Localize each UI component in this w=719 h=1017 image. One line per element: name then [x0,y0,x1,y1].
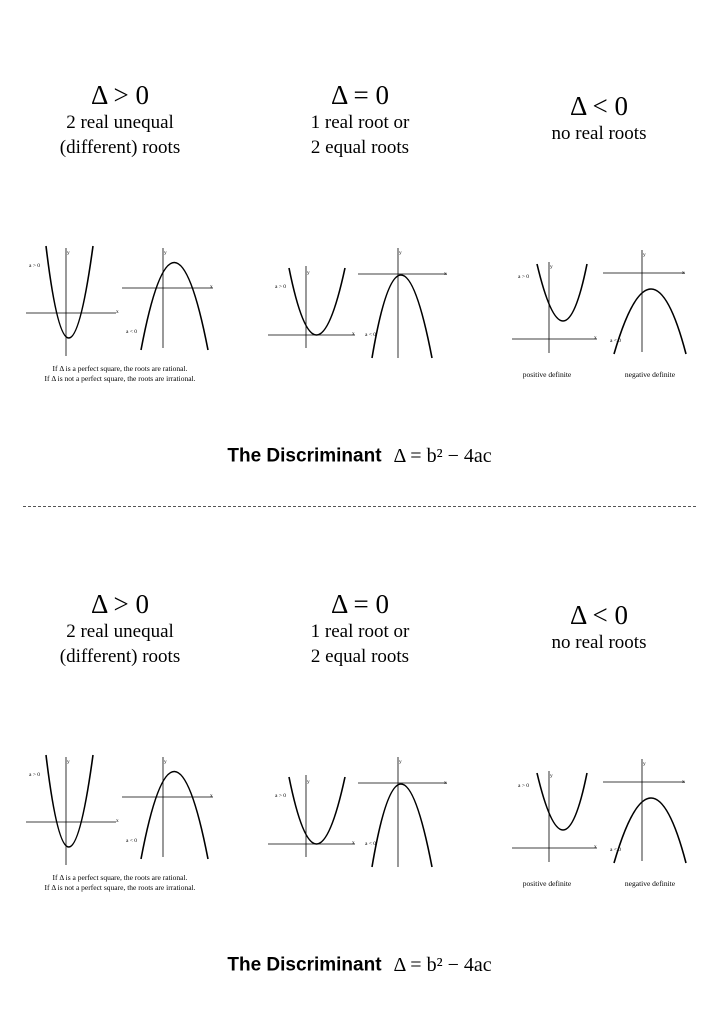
axis-label: y [164,759,167,765]
axis-label: y [399,759,402,765]
axis-label: y [307,779,310,785]
axis-label: y [643,761,646,767]
perfect-square-note [10,364,230,384]
graph-label: a < 0 [126,838,138,844]
axis-label: y [67,250,70,256]
condition-positive [10,589,230,669]
graph-zero-down [358,757,447,867]
axis-label: x [594,844,597,850]
condition-symbol: Δ < 0 [569,600,629,630]
axis-label: y [399,250,402,256]
condition-text: 1 real root or [310,621,410,642]
discriminant-title: The Discriminant [227,954,382,976]
condition-text: 2 equal roots [310,646,410,667]
caption-positive-definite: positive definite [522,370,572,379]
axis-label: x [682,270,685,276]
axis-label: y [164,250,167,256]
condition-text: no real roots [551,123,647,144]
graph-label: a < 0 [610,847,622,853]
graph-label: a > 0 [275,284,287,290]
axis-label: x [682,779,685,785]
graph-label: a > 0 [29,263,41,269]
note-line: If Δ is a perfect square, the roots are rational. [52,364,188,373]
note-line: If Δ is not a perfect square, the roots are irrational. [44,883,196,892]
condition-text: 2 real unequal [66,112,174,133]
condition-zero [250,80,470,160]
condition-text: (different) roots [59,646,181,667]
axis-label: y [643,252,646,258]
axis-label: y [550,264,553,270]
axis-label: x [210,793,213,799]
caption-negative-definite: negative definite [624,370,676,379]
condition-text: 1 real root or [310,112,410,133]
discriminant-card-bottom [0,509,719,1017]
graph-label: a < 0 [365,841,377,847]
condition-symbol: Δ = 0 [330,80,390,110]
axis-label: y [67,759,70,765]
condition-text: (different) roots [59,137,181,158]
graph-zero-up [268,775,355,857]
graph-label: a > 0 [29,772,41,778]
condition-positive [10,80,230,160]
condition-text: 2 real unequal [66,621,174,642]
axis-label: x [444,271,447,277]
cut-line-divider [23,506,696,507]
discriminant-heading [0,445,719,468]
graph-label: a > 0 [518,783,530,789]
condition-symbol: Δ > 0 [90,589,150,619]
discriminant-card-top [0,0,719,508]
axis-label: x [210,284,213,290]
caption-positive-definite: positive definite [522,879,572,888]
note-line: If Δ is a perfect square, the roots are rational. [52,873,188,882]
axis-label: x [594,335,597,341]
axis-label: x [352,331,355,337]
graph-zero-down [358,248,447,358]
condition-symbol: Δ = 0 [330,589,390,619]
discriminant-heading [0,954,719,977]
axis-label: x [116,309,119,315]
discriminant-title: The Discriminant [227,445,382,467]
condition-zero [250,589,470,669]
condition-text: 2 equal roots [310,137,410,158]
graph-zero-up [268,266,355,348]
graph-label: a < 0 [365,332,377,338]
condition-symbol: Δ < 0 [569,91,629,121]
graph-label: a < 0 [610,338,622,344]
graph-label: a > 0 [518,274,530,280]
perfect-square-note [10,873,230,893]
discriminant-formula: Δ = b² − 4ac [393,445,492,467]
axis-label: y [307,270,310,276]
graph-label: a < 0 [126,329,138,335]
axis-label: x [444,780,447,786]
note-line: If Δ is not a perfect square, the roots are irrational. [44,374,196,383]
condition-negative [489,91,709,146]
axis-label: x [116,818,119,824]
axis-label: y [550,773,553,779]
condition-negative [489,600,709,655]
axis-label: x [352,840,355,846]
condition-symbol: Δ > 0 [90,80,150,110]
graph-label: a > 0 [275,793,287,799]
condition-text: no real roots [551,632,647,653]
caption-negative-definite: negative definite [624,879,676,888]
discriminant-formula: Δ = b² − 4ac [393,954,492,976]
